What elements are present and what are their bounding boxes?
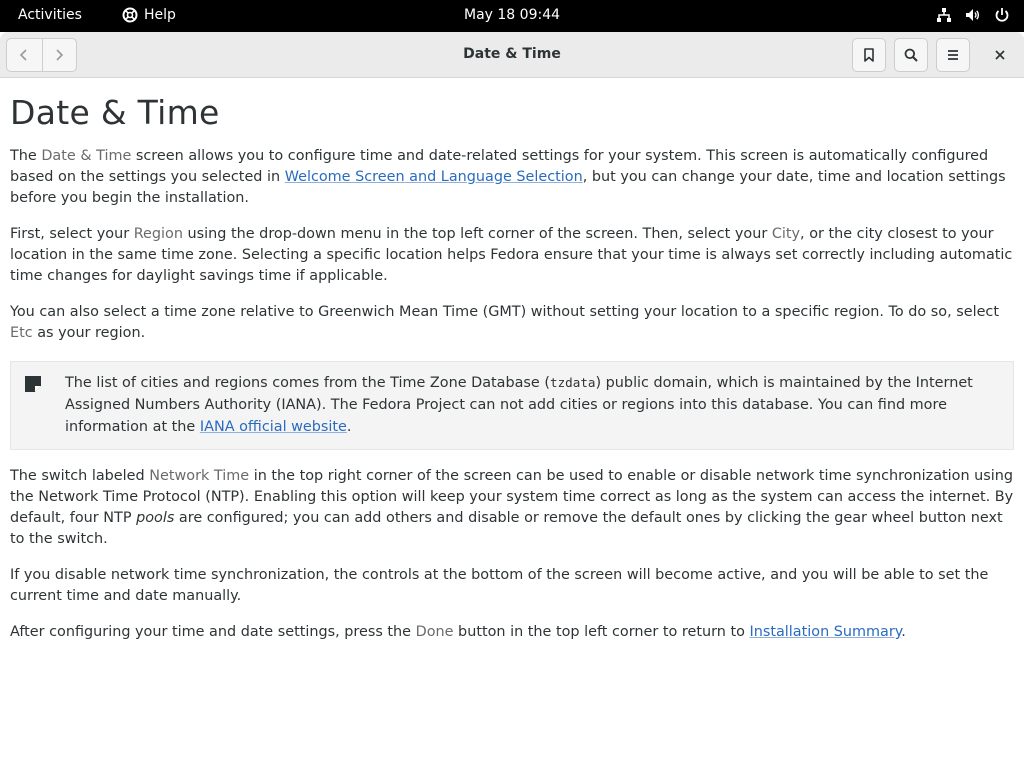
text: , or the city closest to your location in the same time zone. Selecting a specific location helps Fedora ensure that your time is always set correctly including automatic time changes for daylight savings time if applicable. xyxy=(10,226,1013,284)
link-installation-summary[interactable]: Installation Summary xyxy=(749,624,902,640)
help-menu[interactable] xyxy=(122,7,176,23)
link-welcome-screen[interactable]: Welcome Screen and Language Selection xyxy=(284,169,583,185)
help-label: Help xyxy=(144,7,176,23)
bookmark-button[interactable] xyxy=(852,38,886,72)
page-title: Date & Time xyxy=(10,93,220,132)
help-page-content xyxy=(10,78,1014,643)
top-bar xyxy=(0,0,1024,32)
system-tray[interactable] xyxy=(936,7,1010,23)
search-button[interactable] xyxy=(894,38,928,72)
text: You can also select a time zone relative to Greenwich Mean Time (GMT) without setting your location to a specific region. To do so, select xyxy=(10,304,999,320)
link-iana-website[interactable]: IANA official website xyxy=(199,419,347,435)
intro-paragraph xyxy=(10,146,1014,209)
text: in the top right corner of the screen can be used to enable or disable network time synchronization using the Network Time Protocol (NTP). Enabling this option will keep your system time correct as long as the system can access the internet. By default, four NTP xyxy=(10,468,1014,526)
close-window-button[interactable] xyxy=(986,44,1014,66)
gui-label-region: Region xyxy=(133,226,183,242)
text: are configured; you can add others and disable or remove the default ones by clicking the gear wheel button next to the switch. xyxy=(10,510,1003,547)
text: , but you can change your date, time and location settings before you begin the installation. xyxy=(10,169,1006,206)
note-icon xyxy=(24,375,42,393)
gui-label-date-time: Date & Time xyxy=(41,148,132,164)
note-text xyxy=(65,372,999,438)
note-box xyxy=(10,361,1014,450)
text: ) public domain, which is maintained by the Internet Assigned Numbers Authority (IANA). The Fedora Project can not add cities or regions into this database. You can find more information at the xyxy=(65,375,973,435)
text: First, select your xyxy=(10,226,134,242)
text: After configuring your time and date settings, press the xyxy=(10,624,416,640)
volume-icon[interactable] xyxy=(965,7,981,23)
gui-label-city: City xyxy=(771,226,801,242)
text: The switch labeled xyxy=(10,468,150,484)
network-wired-icon[interactable] xyxy=(936,7,952,23)
gui-label-etc: Etc xyxy=(10,325,33,341)
clock[interactable]: May 18 09:44 xyxy=(464,7,561,23)
text: . xyxy=(901,624,906,640)
network-time-paragraph xyxy=(10,466,1014,550)
code-tzdata: tzdata xyxy=(549,375,596,390)
power-icon[interactable] xyxy=(994,7,1010,23)
main-menu-button[interactable] xyxy=(936,38,970,72)
text: The list of cities and regions comes from the Time Zone Database ( xyxy=(65,375,550,391)
search-icon xyxy=(904,48,918,62)
window-title: Date & Time xyxy=(463,46,561,62)
region-paragraph xyxy=(10,224,1014,287)
gui-label-done: Done xyxy=(415,624,454,640)
activities-button[interactable]: Activities xyxy=(18,7,82,23)
bookmark-icon xyxy=(863,48,875,62)
gmt-paragraph xyxy=(10,302,1014,344)
text: using the drop-down menu in the top left corner of the screen. Then, select your xyxy=(182,226,772,242)
emphasis-pools: pools xyxy=(136,510,175,526)
text: . xyxy=(346,419,352,435)
text: button in the top left corner to return to xyxy=(453,624,750,640)
lifebuoy-icon xyxy=(122,7,138,23)
gui-label-network-time: Network Time xyxy=(149,468,250,484)
close-icon xyxy=(995,50,1005,60)
text: The xyxy=(10,148,42,164)
manual-time-paragraph: If you disable network time synchronization, the controls at the bottom of the screen will become active, and you will be able to set the current time and date manually. xyxy=(10,567,989,604)
text: as your region. xyxy=(32,325,146,341)
header-bar xyxy=(0,32,1024,78)
done-paragraph xyxy=(10,622,1014,643)
text: screen allows you to configure time and date-related settings for your system. This screen is automatically configured based on the settings you selected in xyxy=(10,148,989,185)
hamburger-menu-icon xyxy=(947,49,959,61)
